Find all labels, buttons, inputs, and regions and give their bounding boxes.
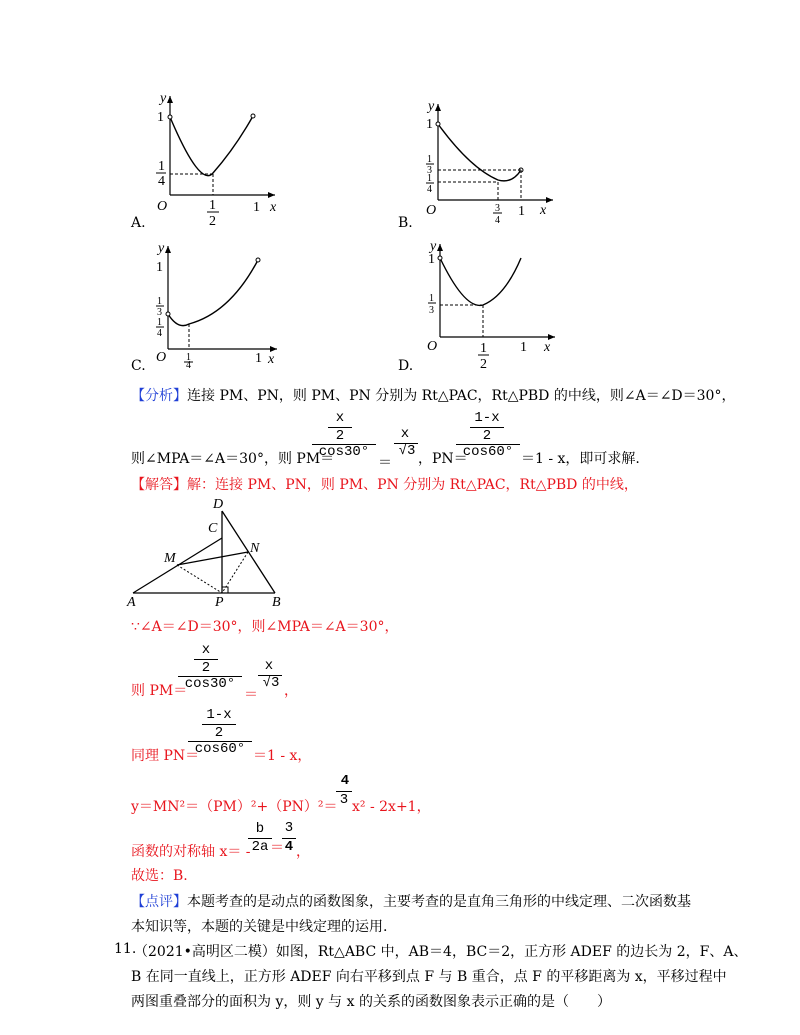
tick-label: 1 bbox=[157, 110, 164, 125]
comment-tag: 【点评】 bbox=[131, 894, 187, 910]
frac-4: 4 bbox=[284, 839, 294, 855]
frac-denominator-2: 2 bbox=[201, 660, 211, 676]
triangle-figure bbox=[125, 494, 295, 609]
point-label-d: D bbox=[213, 497, 224, 512]
curve bbox=[438, 124, 521, 181]
tick-label: 1 bbox=[518, 204, 525, 219]
analysis-text: 连接 PM、PN，则 PM、PN 分别为 Rt△PAC，Rt△PBD 的中线，则∠A＝∠D＝30°， bbox=[187, 388, 736, 404]
x-axis-label: x bbox=[270, 200, 277, 215]
frac-4: 4 bbox=[340, 773, 350, 789]
answer-line-6-suffix: ， bbox=[296, 844, 310, 860]
y-axis-arrow-icon bbox=[165, 246, 171, 253]
frac-b: b bbox=[255, 821, 265, 837]
frac-denominator-2: 2 bbox=[482, 428, 492, 444]
frac-cos30: cos30° bbox=[184, 676, 236, 692]
frac-numerator-x: x bbox=[201, 642, 211, 658]
answer-text: 解：连接 PM、PN，则 PM、PN 分别为 Rt△PAC，Rt△PBD 的中线， bbox=[187, 477, 638, 493]
analysis-line-2-prefix: 则∠MPA＝∠A＝30°，则 PM＝ bbox=[131, 451, 335, 467]
graph-d-svg bbox=[410, 238, 570, 373]
x-axis-arrow-icon bbox=[268, 192, 275, 198]
graph-a-svg bbox=[125, 88, 295, 238]
curve bbox=[170, 116, 253, 176]
tick-label: 2 bbox=[209, 214, 216, 229]
question-11-number: 11. bbox=[114, 941, 137, 957]
y-axis-arrow-icon bbox=[435, 104, 441, 111]
answer-line-6-prefix: 函数的对称轴 x＝ - bbox=[131, 844, 251, 860]
y-axis-label: y bbox=[158, 241, 165, 256]
triangle-figure-svg bbox=[125, 494, 295, 609]
frac-cos60: cos60° bbox=[194, 741, 246, 757]
analysis-line-1 bbox=[131, 385, 735, 405]
tick-label: 1 bbox=[427, 154, 432, 165]
y-axis-label: y bbox=[428, 99, 435, 114]
x-axis-arrow-icon bbox=[546, 197, 553, 203]
option-d-graph bbox=[410, 238, 570, 373]
right-angle-mark bbox=[222, 587, 228, 593]
option-a-label[interactable]: A. bbox=[131, 215, 146, 231]
y-axis-label: y bbox=[160, 91, 167, 106]
tick-label: 3 bbox=[157, 307, 162, 318]
answer-conclusion: 故选：B. bbox=[131, 868, 188, 884]
tick-label: 3 bbox=[495, 203, 500, 214]
option-c-label[interactable]: C. bbox=[131, 358, 146, 374]
tick-label: 1 bbox=[253, 200, 260, 215]
open-point bbox=[251, 114, 255, 118]
tick-label: 4 bbox=[186, 360, 191, 368]
option-b-graph bbox=[410, 98, 570, 238]
tick-label: 1 bbox=[426, 117, 433, 132]
frac-numerator-1-x: 1-x bbox=[474, 410, 500, 426]
open-point bbox=[438, 256, 442, 260]
analysis-tag: 【分析】 bbox=[131, 388, 187, 404]
tick-label: 1 bbox=[186, 352, 191, 363]
tick-label: 4 bbox=[157, 328, 162, 339]
x-axis-label: x bbox=[540, 203, 547, 218]
frac-2a: 2a bbox=[251, 839, 269, 855]
curve bbox=[168, 260, 258, 326]
tick-label: 4 bbox=[495, 215, 500, 226]
analysis-line-2-suffix: ＝1 - x，即可求解. bbox=[521, 451, 640, 467]
comment-line-2: 本知识等，本题的关键是中线定理的运用. bbox=[131, 919, 388, 935]
x-axis-label: x bbox=[544, 340, 551, 355]
frac-numerator-x: x bbox=[335, 410, 345, 426]
tick-label: 1 bbox=[209, 198, 216, 213]
tick-label: 3 bbox=[429, 305, 434, 316]
answer-line-4-suffix: ＝1 - x， bbox=[253, 748, 312, 764]
open-point bbox=[166, 312, 170, 316]
comment-text: 本题考查的是动点的函数图象，主要考查的是直角三角形的中线定理、二次函数基 bbox=[187, 894, 691, 910]
tick-label: 1 bbox=[156, 260, 163, 275]
comment-line-1 bbox=[131, 891, 691, 911]
open-point bbox=[256, 258, 260, 262]
tick-label: 1 bbox=[255, 351, 262, 366]
frac-3: 3 bbox=[284, 820, 294, 836]
frac-cos60: cos60° bbox=[462, 444, 514, 460]
point-label-c: C bbox=[208, 521, 218, 536]
frac-denominator-2: 2 bbox=[214, 725, 224, 741]
answer-line-1 bbox=[131, 474, 638, 494]
tick-label: 1 bbox=[429, 293, 434, 304]
comma: ， bbox=[284, 683, 298, 699]
option-c-graph bbox=[140, 238, 300, 368]
x-axis-label: x bbox=[268, 352, 275, 367]
open-point bbox=[168, 115, 172, 119]
point-label-n: N bbox=[250, 541, 260, 556]
graph-b-svg bbox=[410, 98, 570, 238]
frac-sqrt3: √3 bbox=[398, 443, 416, 459]
answer-line-5-suffix: x² - 2x+1， bbox=[352, 799, 431, 815]
answer-line-5-prefix: y＝MN²＝（PM）²+（PN）²＝ bbox=[131, 799, 338, 815]
origin-label: O bbox=[157, 199, 168, 214]
frac-denominator-2: 2 bbox=[335, 428, 345, 444]
origin-label: O bbox=[156, 350, 167, 365]
origin-label: O bbox=[426, 203, 437, 218]
frac-sqrt3: √3 bbox=[262, 675, 280, 691]
graph-c-svg bbox=[140, 238, 300, 368]
tick-label: 1 bbox=[157, 296, 162, 307]
point-label-m: M bbox=[164, 551, 176, 566]
answer-line-4-prefix: 同理 PN＝ bbox=[131, 748, 200, 764]
option-a-graph bbox=[125, 88, 295, 238]
tick-label: 1 bbox=[520, 340, 527, 355]
y-axis-label: y bbox=[430, 239, 437, 254]
segment-pm bbox=[177, 565, 222, 593]
tick-label: 1 bbox=[427, 173, 432, 184]
question-11-line-2: B 在同一直线上，正方形 ADEF 向右平移到点 F 与 B 重合，点 F 的平移距离为 x，平移过程中 bbox=[131, 969, 727, 985]
equals-sign: ＝ bbox=[378, 455, 392, 471]
tick-label: 3 bbox=[427, 165, 432, 176]
question-11-line-3: 两图重叠部分的面积为 y，则 y 与 x 的关系的函数图象表示正确的是（ ） bbox=[131, 994, 611, 1010]
frac-numerator-1-x: 1-x bbox=[206, 707, 232, 723]
point-label-p: P bbox=[215, 595, 224, 609]
frac-x: x bbox=[264, 658, 274, 674]
tick-label: 4 bbox=[427, 184, 432, 195]
tick-label: 1 bbox=[158, 159, 165, 174]
point-label-b: B bbox=[272, 595, 281, 609]
tick-label: 1 bbox=[428, 252, 435, 267]
frac-3: 3 bbox=[339, 792, 349, 808]
y-axis-arrow-icon bbox=[437, 244, 443, 251]
tick-label: 1 bbox=[157, 317, 162, 328]
equals-sign: ＝ bbox=[270, 840, 284, 856]
origin-label: O bbox=[427, 339, 438, 354]
option-d-label[interactable]: D. bbox=[398, 358, 414, 374]
frac-x: x bbox=[400, 426, 410, 442]
answer-line-3-prefix: 则 PM＝ bbox=[131, 683, 188, 699]
answer-line-2: ∵∠A＝∠D＝30°，则∠MPA＝∠A＝30°， bbox=[131, 619, 399, 635]
option-b-label[interactable]: B. bbox=[398, 215, 413, 231]
answer-tag: 【解答】 bbox=[131, 477, 187, 493]
equals-sign: ＝ bbox=[244, 687, 258, 703]
question-11-line-1: （2021•高明区二模）如图，Rt△ABC 中，AB＝4，BC＝2，正方形 ADEF 的边长为 2，F、A、 bbox=[134, 944, 748, 960]
y-axis-arrow-icon bbox=[167, 96, 173, 103]
curve bbox=[440, 258, 521, 305]
analysis-line-2-mid: ，PN＝ bbox=[418, 451, 468, 467]
tick-label: 1 bbox=[480, 341, 487, 356]
tick-label: 4 bbox=[158, 174, 165, 189]
point-label-a: A bbox=[127, 595, 136, 609]
tick-label: 2 bbox=[480, 357, 487, 372]
frac-cos30: cos30° bbox=[318, 444, 370, 460]
open-point bbox=[436, 122, 440, 126]
